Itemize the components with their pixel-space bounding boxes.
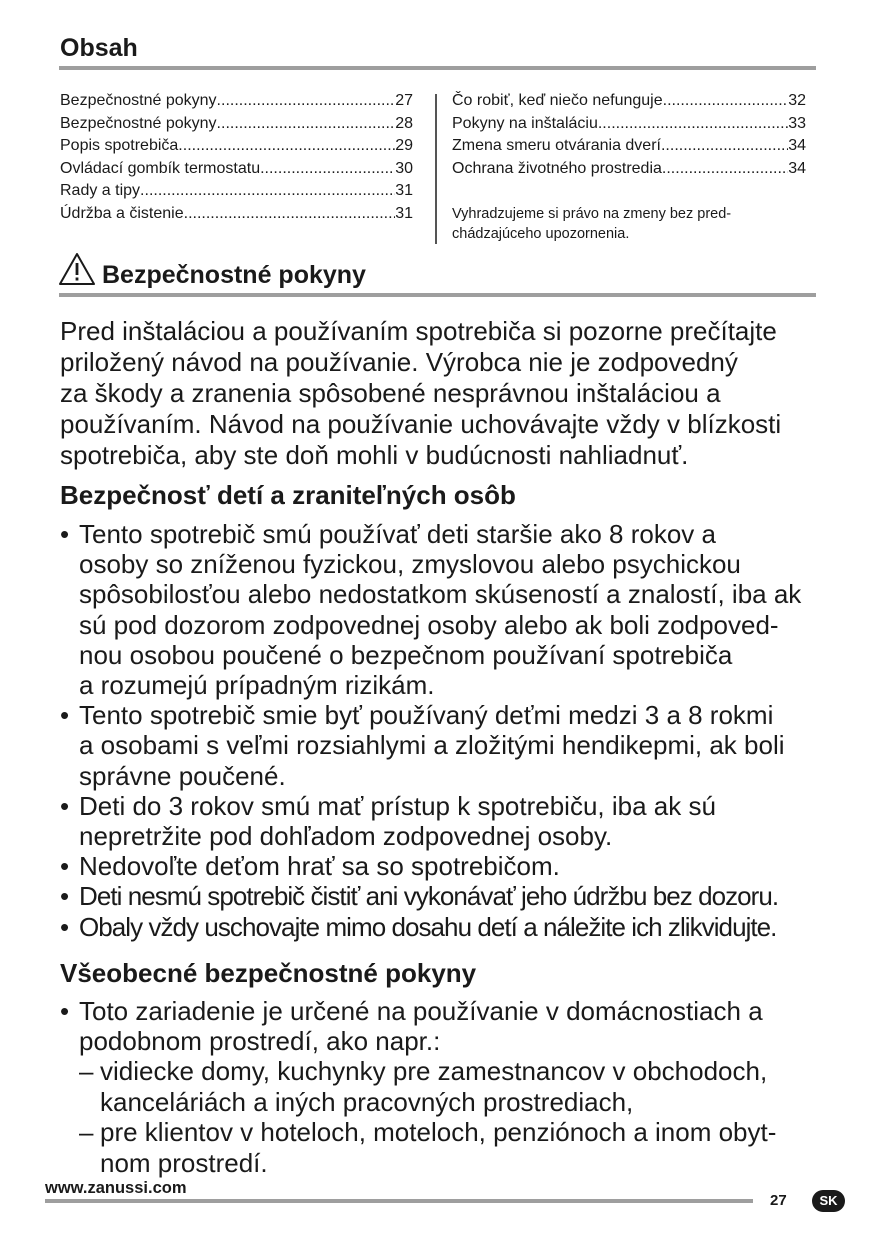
bullet-line: a osobami s veľmi rozsiahlymi a zložitými hendikepmi, ak boli	[79, 730, 785, 761]
toc-entry[interactable]	[452, 135, 806, 158]
bullet-line: • Toto zariadenie je určené na používanie v domácnostiach a	[79, 996, 763, 1026]
bullet-line: správne poučené.	[79, 760, 286, 791]
toc-entry-leader	[663, 90, 789, 113]
children-bullet-list	[60, 519, 801, 942]
safety-title-rule	[59, 293, 816, 297]
bullet-line: podobnom prostredí, ako napr.:	[79, 1026, 441, 1057]
toc-divider	[435, 94, 437, 244]
toc-title: Obsah	[60, 34, 138, 62]
toc-entry-leader	[217, 90, 396, 113]
intro-line: priložený návod na používanie. Výrobca nie je zodpovedný	[60, 347, 738, 377]
intro-line: za škody a zranenia spôsobené nesprávnou inštaláciou a	[60, 378, 721, 408]
dash-line: vidiecke domy, kuchynky pre zamestnancov v obchodoch,	[100, 1056, 768, 1087]
general-title: Všeobecné bezpečnostné pokyny	[60, 958, 477, 988]
toc-title-rule	[59, 66, 816, 70]
toc-entry-label: Bezpečnostné pokyny	[60, 114, 217, 132]
bullet-line: • Deti nesmú spotrebič čistiť ani vykonávať jeho údržbu bez dozoru.	[79, 881, 779, 912]
toc-entry-label: Čo robiť, keď niečo nefunguje	[452, 92, 663, 109]
safety-title: Bezpečnostné pokyny	[102, 261, 366, 289]
toc-entry[interactable]	[60, 180, 413, 203]
children-bullet-item	[60, 851, 801, 881]
dash-mark: –	[79, 1056, 94, 1087]
toc-entry-page: 34	[788, 159, 806, 177]
toc-entry-page: 31	[395, 204, 413, 222]
footer-website: www.zanussi.com	[45, 1179, 187, 1197]
dash-line: nom prostredí.	[100, 1147, 268, 1178]
toc-entry-leader	[662, 158, 788, 181]
children-title: Bezpečnosť detí a zraniteľných osôb	[60, 480, 516, 510]
children-bullet-item	[60, 700, 801, 791]
toc-entry-label: Údržba a čistenie	[60, 204, 184, 222]
toc-right-column	[452, 90, 806, 180]
toc-entry-page: 30	[395, 159, 413, 177]
toc-entry-page: 28	[395, 114, 413, 132]
bullet-line: a rozumejú prípadným rizikám.	[79, 670, 435, 701]
children-bullet-item	[60, 912, 801, 942]
bullet-line: • Obaly vždy uschovajte mimo dosahu detí a náležite ich zlikvidujte.	[79, 911, 777, 942]
children-bullet-item	[60, 519, 801, 700]
toc-note-line: Vyhradzujeme si právo na zmeny bez pred-	[452, 206, 732, 222]
dash-mark: –	[79, 1117, 94, 1148]
toc-entry-leader	[217, 113, 396, 136]
bullet-line: • Tento spotrebič smie byť používaný deťmi medzi 3 a 8 rokmi	[79, 700, 774, 731]
toc-entry-leader	[598, 113, 788, 136]
bullet-line: nepretržite pod dohľadom zodpovednej osoby.	[79, 821, 613, 852]
toc-entry-label: Popis spotrebiča	[60, 137, 179, 154]
page-number: 27	[770, 1192, 787, 1209]
intro-line: Pred inštaláciou a používaním spotrebiča si pozorne prečítajte	[60, 316, 777, 346]
dash-item	[60, 1117, 776, 1178]
children-bullet-item	[60, 791, 801, 851]
toc-note-line: chádzajúceho upozornenia.	[452, 226, 630, 242]
bullet-line: spôsobilosťou alebo nedostatkom skúseností a znalostí, iba ak	[79, 579, 802, 610]
toc-entry-leader	[661, 135, 788, 158]
bullet-line: nou osobou poučené o bezpečnom používaní spotrebiča	[79, 639, 733, 670]
toc-entry[interactable]	[60, 135, 413, 158]
toc-entry-page: 34	[788, 137, 806, 154]
toc-entry-leader	[140, 180, 395, 203]
bullet-line: • Deti do 3 rokov smú mať prístup k spotrebiču, iba ak sú	[79, 790, 716, 821]
general-bullet-item	[60, 996, 776, 1056]
toc-entry-page: 31	[395, 182, 413, 199]
toc-left-column	[60, 90, 413, 225]
general-bullet-list	[60, 996, 776, 1056]
toc-entry-leader	[178, 135, 395, 158]
toc-entry-label: Ovládací gombík termostatu	[60, 159, 261, 177]
toc-entry-leader	[260, 158, 395, 181]
warning-triangle-icon	[58, 252, 96, 286]
general-content	[60, 996, 776, 1178]
toc-entry[interactable]	[60, 203, 413, 226]
dash-line: pre klientov v hoteloch, moteloch, penziónoch a inom obyt-	[100, 1117, 777, 1148]
safety-intro	[60, 316, 781, 471]
toc-entry-label: Ochrana životného prostredia	[452, 159, 662, 177]
toc-entry-page: 29	[395, 137, 413, 154]
toc-entry-leader	[184, 203, 396, 226]
toc-entry[interactable]	[452, 158, 806, 181]
toc-entry-label: Pokyny na inštaláciu	[452, 114, 598, 132]
toc-entry[interactable]	[60, 90, 413, 113]
bullet-line: • Tento spotrebič smú používať deti staršie ako 8 rokov a	[79, 519, 716, 549]
intro-line: používaním. Návod na používanie uchovávajte vždy v blízkosti	[60, 409, 782, 439]
toc-entry-label: Zmena smeru otvárania dverí	[452, 137, 661, 154]
bullet-line: sú pod dozorom zodpovednej osoby alebo ak boli zodpoved-	[79, 609, 779, 640]
intro-line: spotrebiča, aby ste doň mohli v budúcnosti nahliadnuť.	[60, 440, 689, 470]
toc-entry-page: 33	[788, 114, 806, 132]
toc-entry-label: Rady a tipy	[60, 182, 141, 199]
toc-entry[interactable]	[452, 90, 806, 113]
toc-entry-page: 27	[395, 92, 413, 109]
dash-line: kanceláriách a iných pracovných prostrediach,	[100, 1086, 634, 1117]
toc-entry-page: 32	[788, 92, 806, 109]
language-badge: SK	[812, 1190, 845, 1212]
toc-note	[452, 204, 731, 244]
toc-entry-label: Bezpečnostné pokyny	[60, 92, 217, 109]
bullet-line: • Nedovoľte deťom hrať sa so spotrebičom.	[79, 851, 560, 882]
footer-rule	[45, 1199, 753, 1203]
toc-entry[interactable]	[452, 113, 806, 136]
dash-item	[60, 1056, 776, 1117]
toc-entry[interactable]	[60, 158, 413, 181]
toc-entry[interactable]	[60, 113, 413, 136]
bullet-line: osoby so zníženou fyzickou, zmyslovou alebo psychickou	[79, 549, 741, 580]
children-bullet-item	[60, 881, 801, 911]
